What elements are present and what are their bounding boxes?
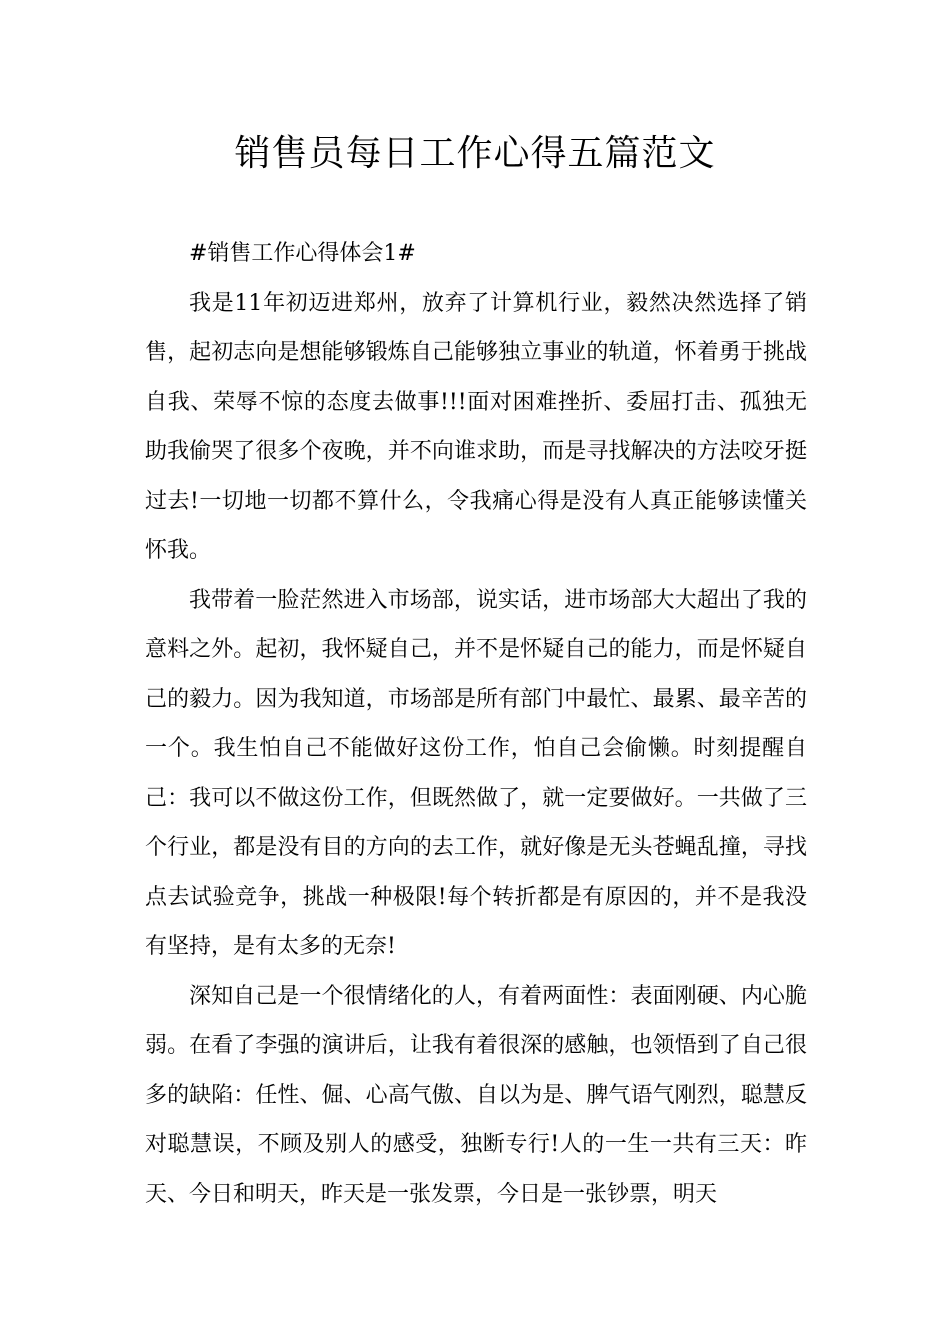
body-paragraph-2: 我带着一脸茫然进入市场部，说实话，进市场部大大超出了我的意料之外。起初，我怀疑自己，并不是怀疑自己的能力，而是怀疑自己的毅力。因为我知道，市场部是所有部门中最忙、最累、最辛苦的一个。我生怕自己不能做好这份工作，怕自己会偷懒。时刻提醒自己：我可以不做这份工作，但既然做了，就一定要做好。一共做了三个行业，都是没有目的方向的去工作，就好像是无头苍蝇乱撞，寻找点去试验竞争，挑战一种极限!每个转折都是有原因的，并不是我没有坚持，是有太多的无奈! — [145, 587, 807, 959]
document-title: 销售员每日工作心得五篇范文 — [234, 133, 716, 174]
document-body — [145, 229, 807, 1219]
body-paragraph-1: 我是11年初迈进郑州，放弃了计算机行业，毅然决然选择了销售，起初志向是想能够锻炼自己能够独立事业的轨道，怀着勇于挑战自我、荣辱不惊的态度去做事!!!面对困难挫折、委屈打击、孤独无助我偷哭了很多个夜晚，并不向谁求助，而是寻找解决的方法咬牙挺过去!一切地一切都不算什么，令我痛心得是没有人真正能够读懂关怀我。 — [145, 290, 807, 563]
section-heading: #销售工作心得体会1# — [189, 241, 416, 266]
body-paragraph-3: 深知自己是一个很情绪化的人，有着两面性：表面刚硬、内心脆弱。在看了李强的演讲后，让我有着很深的感触，也领悟到了自己很多的缺陷：任性、倔、心高气傲、自以为是、脾气语气刚烈，聪慧反对聪慧误，不顾及别人的感受，独断专行!人的一生一共有三天：昨天、今日和明天，昨天是一张发票，今日是一张钞票，明天 — [145, 983, 807, 1207]
